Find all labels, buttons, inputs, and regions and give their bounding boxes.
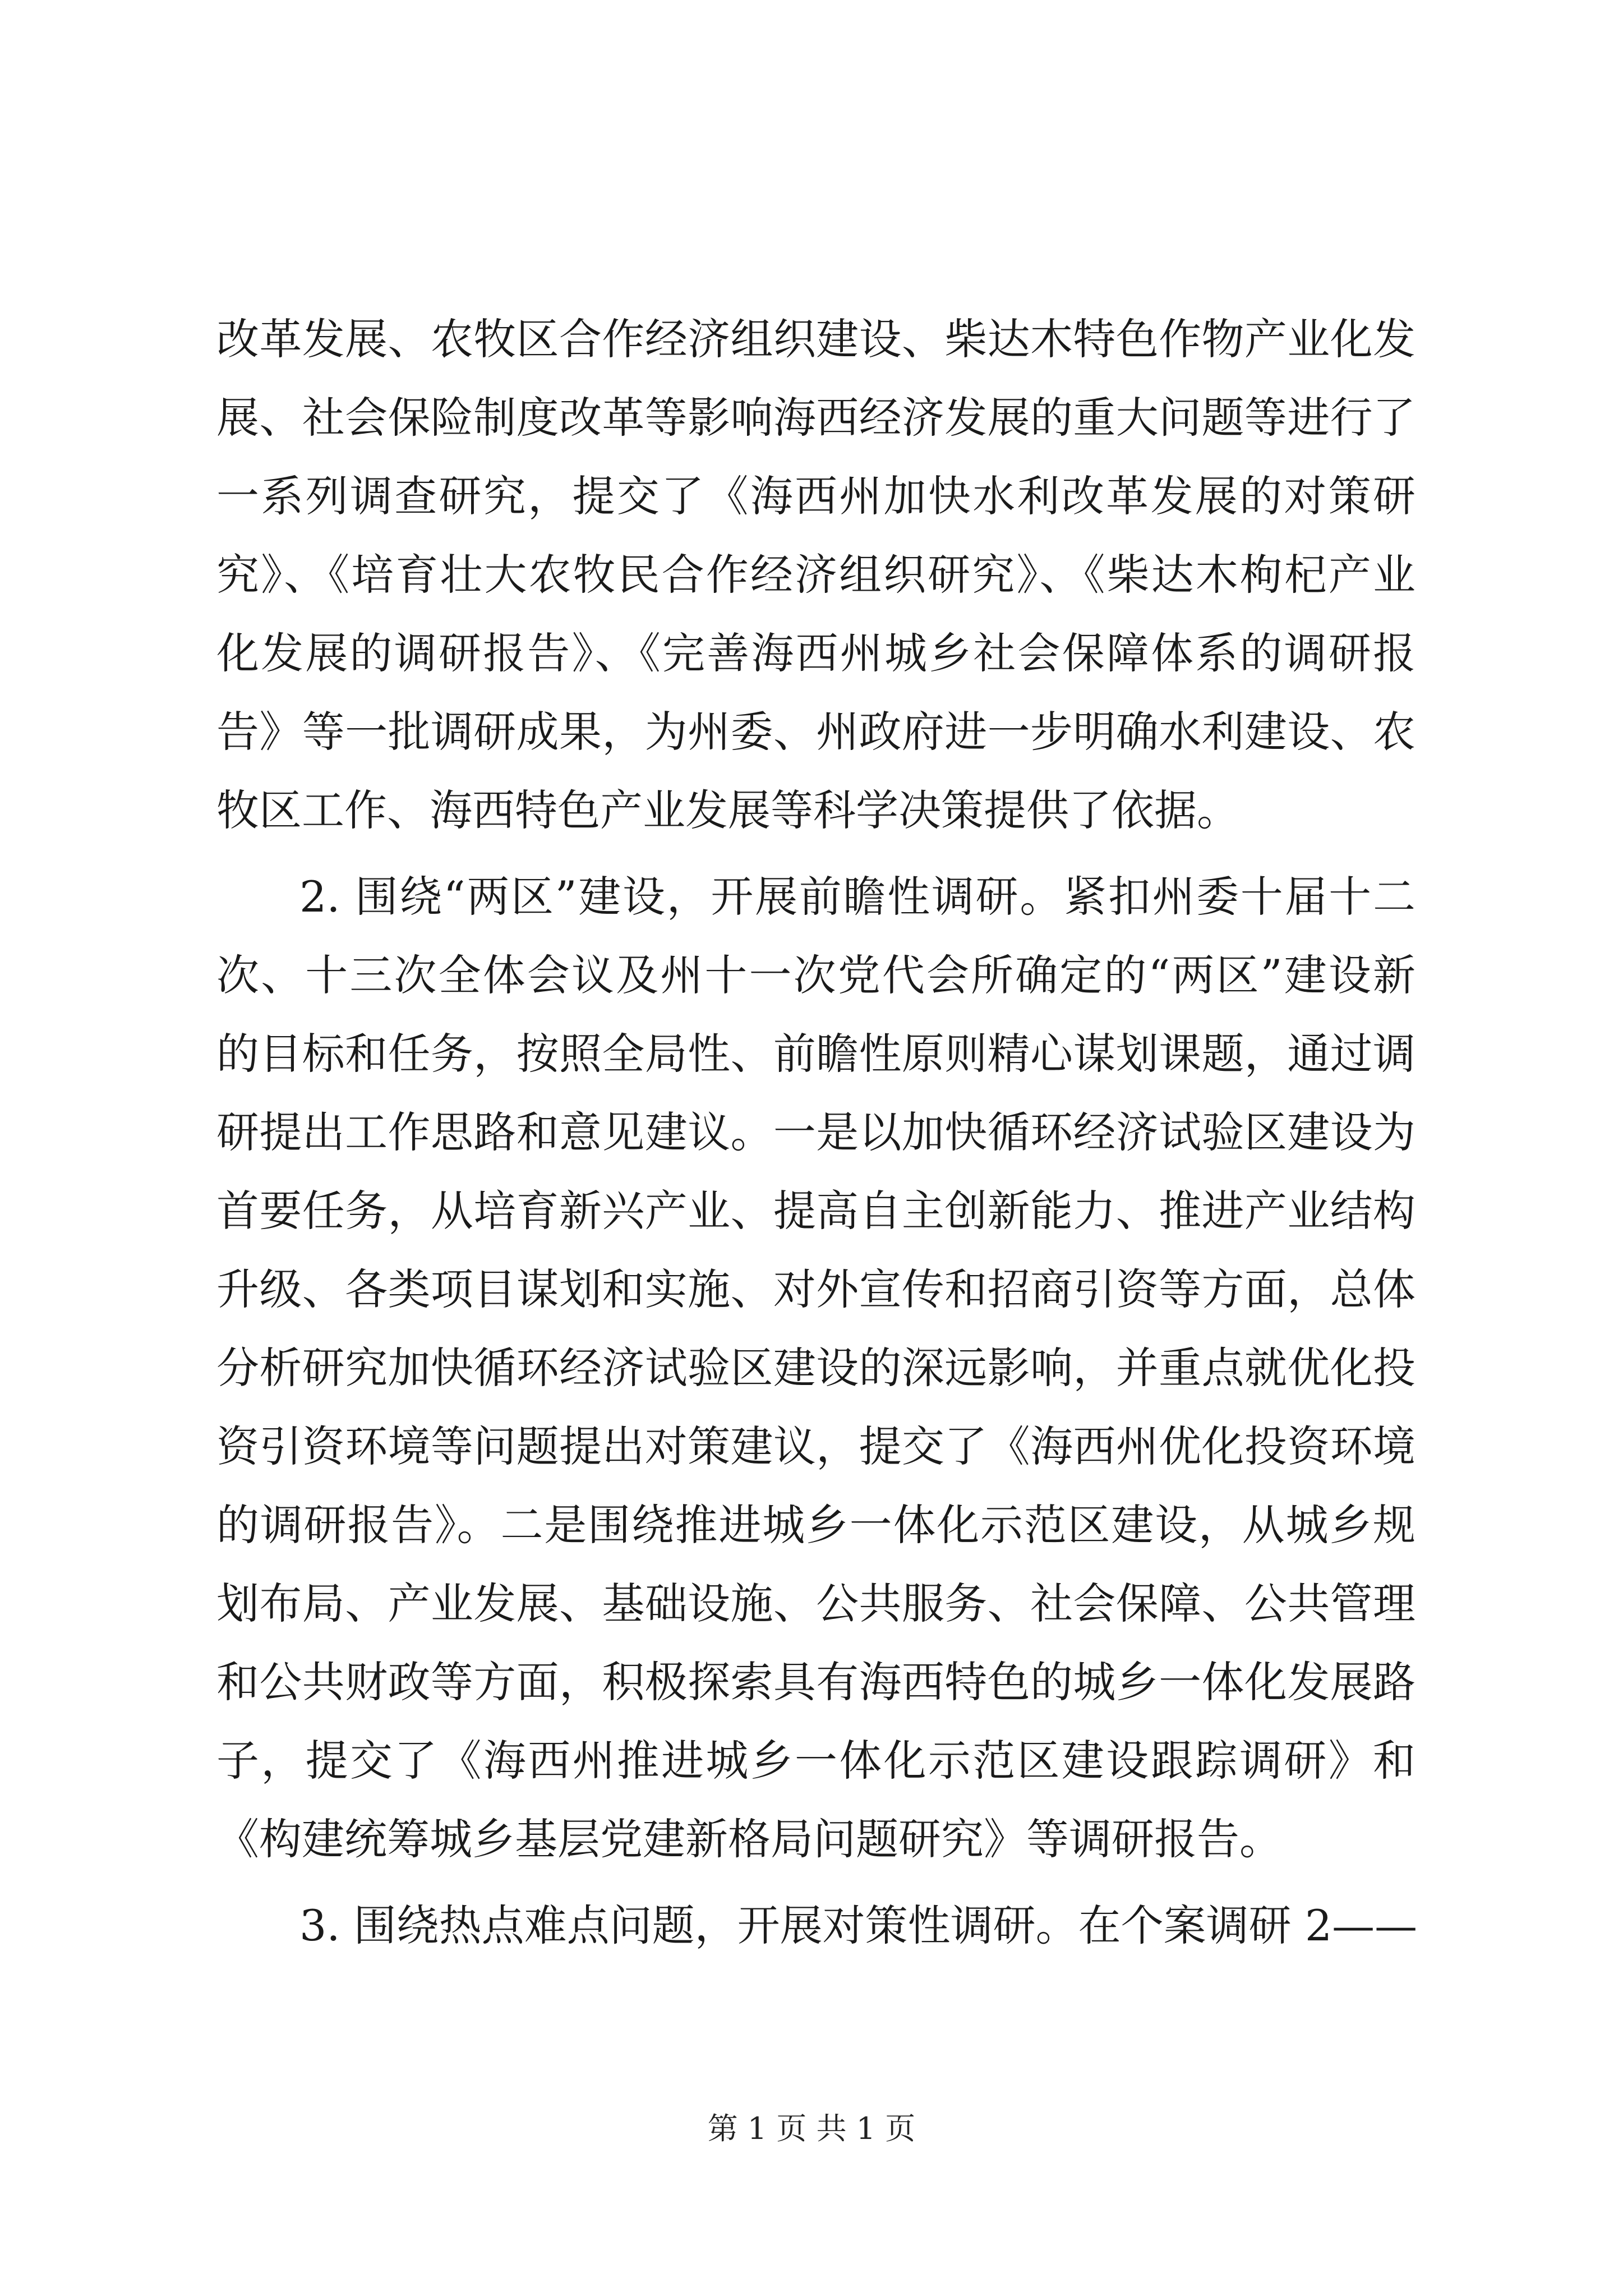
paragraph-2-heading-line: 2. 围绕“两区”建设，开展前瞻性调研。紧扣州委十届十二 (299, 872, 1415, 922)
text-line: 和公共财政等方面，积极探索具有海西特色的城乡一体化发展路 (216, 1657, 1415, 1707)
document-body (216, 300, 1418, 1965)
text-line: 一系列调查研究，提交了《海西州加快水利改革发展的对策研 (216, 471, 1415, 521)
text-line: 资引资环境等问题提出对策建议，提交了《海西州优化投资环境 (216, 1421, 1415, 1471)
text-line: 究》、《培育壮大农牧民合作经济组织研究》、《柴达木枸杞产业 (216, 550, 1415, 600)
text-line: 牧区工作、海西特色产业发展等科学决策提供了依据。 (216, 785, 1239, 835)
text-line: 告》等一批调研成果，为州委、州政府进一步明确水利建设、农 (216, 707, 1415, 757)
text-line: 分析研究加快循环经济试验区建设的深远影响，并重点就优化投 (216, 1343, 1415, 1393)
text-line: 升级、各类项目谋划和实施、对外宣传和招商引资等方面，总体 (216, 1264, 1415, 1314)
paragraph-3-heading-line: 3. 围绕热点难点问题，开展对策性调研。在个案调研 2—— (299, 1901, 1418, 1950)
text-line: 的调研报告》。二是围绕推进城乡一体化示范区建设，从城乡规 (216, 1500, 1415, 1550)
text-line: 首要任务，从培育新兴产业、提高自主创新能力、推进产业结构 (216, 1186, 1415, 1236)
text-line: 次、十三次全体会议及州十一次党代会所确定的“两区”建设新 (216, 950, 1415, 1000)
text-line: 改革发展、农牧区合作经济组织建设、柴达木特色作物产业化发 (216, 314, 1415, 364)
text-line: 的目标和任务，按照全局性、前瞻性原则精心谋划课题，通过调 (216, 1029, 1415, 1079)
text-line: 划布局、产业发展、基础设施、公共服务、社会保障、公共管理 (216, 1579, 1415, 1628)
text-line: 研提出工作思路和意见建议。一是以加快循环经济试验区建设为 (216, 1107, 1415, 1157)
text-line: 展、社会保险制度改革等影响海西经济发展的重大问题等进行了 (216, 393, 1415, 443)
text-line: 化发展的调研报告》、《完善海西州城乡社会保障体系的调研报 (216, 628, 1415, 678)
text-line: 子，提交了《海西州推进城乡一体化示范区建设跟踪调研》和 (216, 1736, 1415, 1786)
text-line: 《构建统筹城乡基层党建新格局问题研究》等调研报告。 (216, 1814, 1282, 1864)
page-footer: 第 1 页 共 1 页 (707, 2111, 916, 2146)
